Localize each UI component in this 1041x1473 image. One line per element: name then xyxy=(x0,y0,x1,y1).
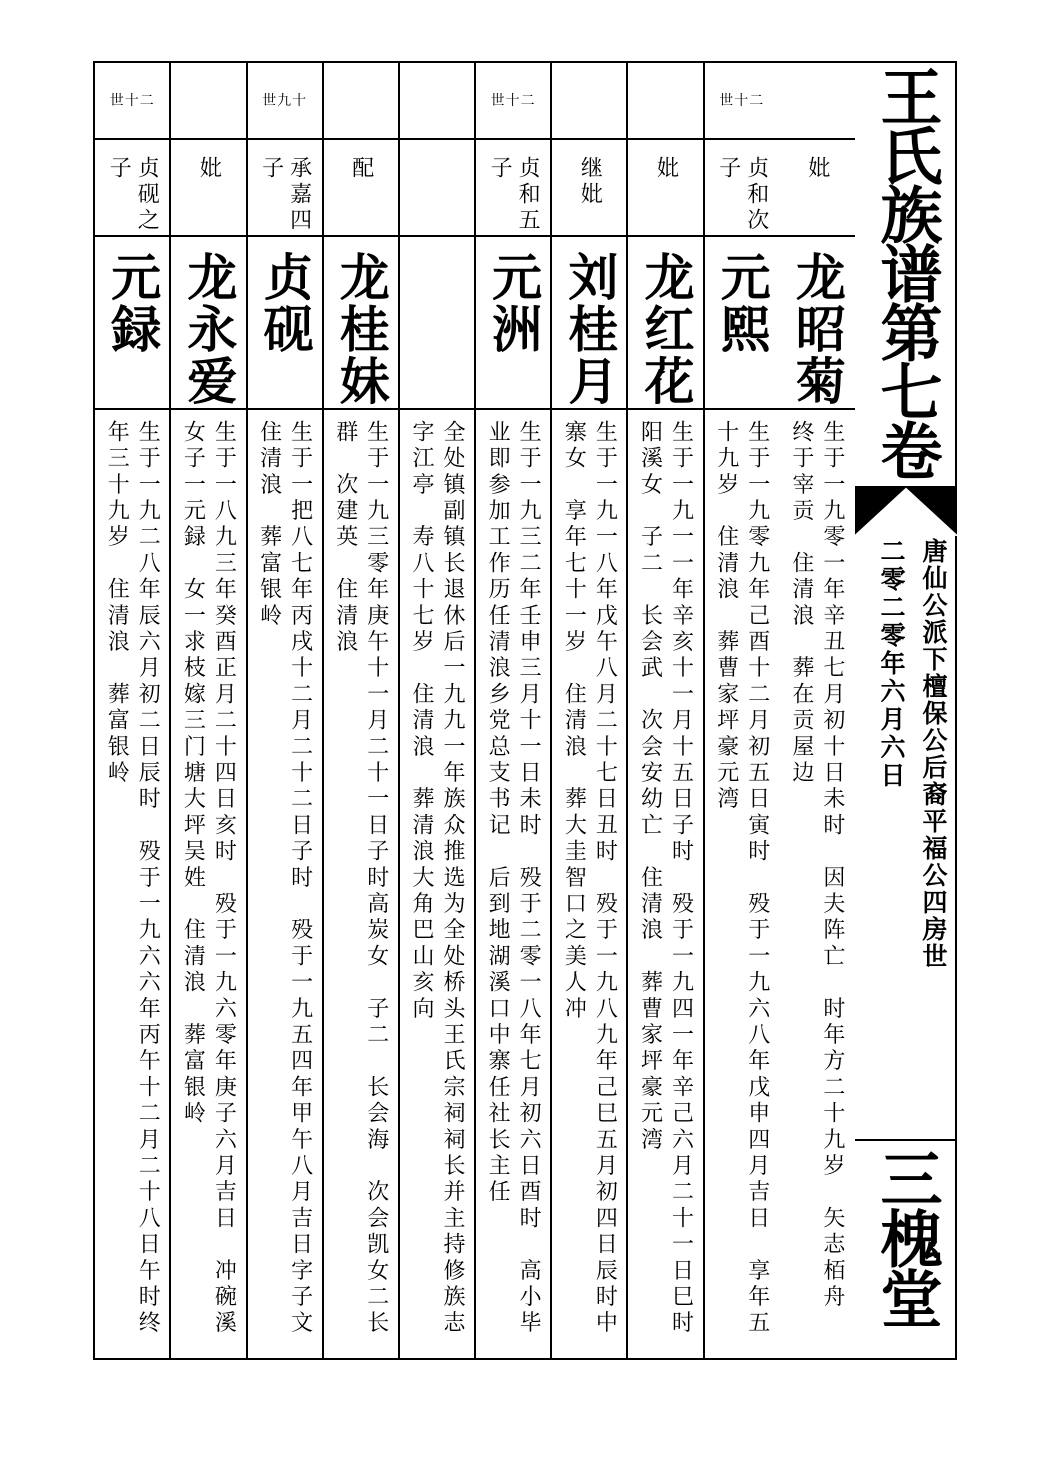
relation-label: 贞和次子 xyxy=(715,156,769,234)
biography-text: 生于一九二八年辰六月初二日辰时 殁于一九六六年丙午十二月二十八日午时终年三十九岁 住清浪 葬富银岭 xyxy=(104,420,161,1337)
person-name: 元録 xyxy=(103,251,162,355)
relation-label: 贞砚之子 xyxy=(106,156,160,234)
relation-label: 妣 xyxy=(653,156,679,182)
record-column xyxy=(779,61,855,1360)
title-panel xyxy=(855,61,957,1360)
biography-text: 生于一八九三年癸酉正月二十四日亥时 殁于一九六零年庚子六月吉日 冲碗溪女子一元録 女一求枝嫁三门塘大坪吴姓 住清浪 葬富银岭 xyxy=(180,420,237,1337)
person-name: 元洲 xyxy=(484,251,543,355)
biography-text: 生于一九三零年庚午十一月二十一日子时高炭女 子二 长会海 次会凯女二长群 次建英 住清浪 xyxy=(332,420,389,1337)
person-name: 龙桂妹 xyxy=(331,251,390,407)
person-name: 贞砚 xyxy=(255,251,314,355)
record-column xyxy=(246,61,322,1360)
relation-label: 承嘉四子 xyxy=(258,156,312,234)
biography-text: 全处镇副镇长退休后一九九一年族众推选为全处桥头王氏宗祠祠长并主持修族志 字江亭 寿八十七岁 住清浪 葬清浪大角巴山亥向 xyxy=(408,420,465,1364)
biography-text: 生于一九三二年壬申三月十一日未时 殁于二零一八年七月初六日酉时 高小毕业即参加工作历任清浪乡党总支书记 后到地湖溪口中寨任社长主任 xyxy=(485,420,542,1337)
book-title: 王氏族谱第七卷 xyxy=(870,65,943,478)
person-name: 刘桂月 xyxy=(560,251,619,407)
biography-text: 生于一把八七年丙戌十二月二十二日子时 殁于一九五四年甲午八月吉日字子文住清浪 葬富银岭 xyxy=(256,420,313,1337)
biography-text: 生于一九一八年戊午八月二十七日丑时 殁于一九八九年己巳五月初四日辰时中寨女 享年七十一岁 住清浪 葬大圭智口之美人冲 xyxy=(561,420,618,1337)
relation-label: 妣 xyxy=(196,156,222,182)
person-name: 龙红花 xyxy=(636,251,695,407)
record-column xyxy=(626,61,702,1364)
generation-label: 世十二 xyxy=(490,92,536,109)
record-column xyxy=(474,61,550,1360)
biography-text: 生于一九零九年己酉十二月初五日寅时 殁于一九六八年戊申四月吉日 享年五十九岁 住清浪 葬曹家坪豪元湾 xyxy=(713,420,770,1337)
record-column xyxy=(550,61,626,1360)
chevron-ornament-icon xyxy=(855,486,957,536)
record-column xyxy=(398,61,474,1364)
relation-label: 配 xyxy=(348,156,374,182)
generation-label: 世十二 xyxy=(109,92,155,109)
record-column xyxy=(93,61,169,1360)
hall-name: 三槐堂 xyxy=(870,1147,943,1327)
biography-text: 生于一九零一年辛丑七月初十日未时 因夫阵亡 时年方二十九岁 矢志栢舟 终于宰贡 住清浪 葬在贡屋边 xyxy=(788,420,845,1338)
record-column xyxy=(322,61,398,1360)
record-column xyxy=(703,61,779,1360)
lineage-subtitle: 唐仙公派下檀保公后裔平福公四房世 xyxy=(919,538,948,970)
person-name: 龙昭菊 xyxy=(787,251,846,407)
person-name: 龙永爱 xyxy=(179,251,238,407)
publication-date: 二零二零年六月六日 xyxy=(877,538,906,790)
biography-text: 生于一九一一年辛亥十一月十五日子时 殁于一九四一年辛己六月二十一日巳时 阳溪女 子二 长会武 次会安幼亡 住清浪 葬曹家坪豪元湾 xyxy=(637,420,694,1364)
genealogy-table xyxy=(93,61,855,1364)
generation-label: 世九十 xyxy=(262,92,308,109)
relation-label: 贞和五子 xyxy=(487,156,541,234)
generation-label: 世十二 xyxy=(719,92,765,109)
relation-label: 继妣 xyxy=(577,156,603,208)
relation-label: 妣 xyxy=(804,156,830,182)
record-column xyxy=(169,61,245,1360)
person-name: 元熙 xyxy=(712,251,771,355)
